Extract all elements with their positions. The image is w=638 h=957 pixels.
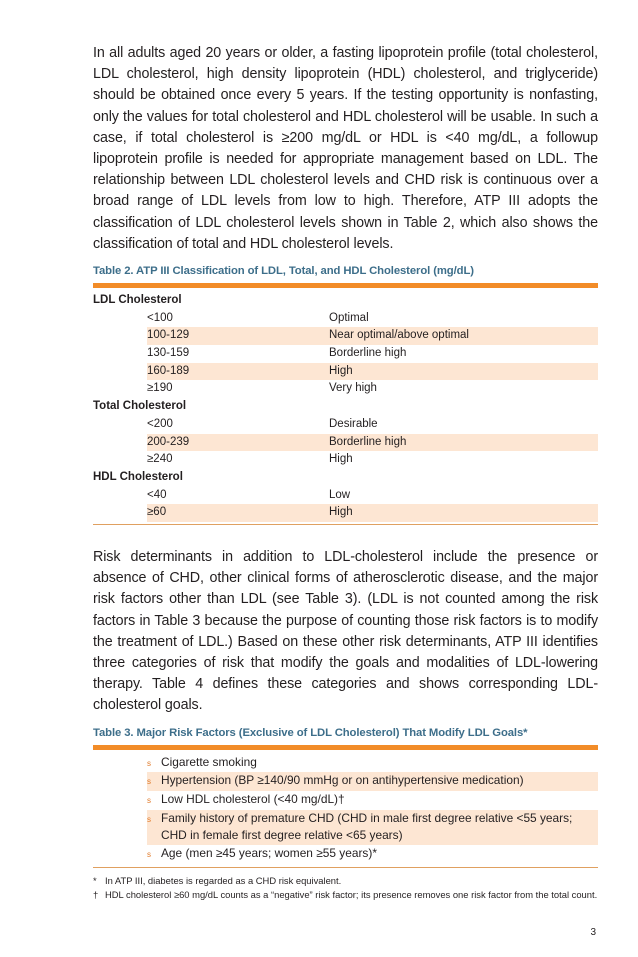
risk-factor-list bbox=[93, 754, 598, 864]
list-item bbox=[147, 845, 598, 864]
range-cell: <200 bbox=[147, 417, 173, 430]
footnote-mark: * bbox=[93, 874, 97, 886]
list-item bbox=[147, 791, 598, 810]
table2-bottom-rule bbox=[93, 524, 598, 525]
class-cell: Near optimal/above optimal bbox=[329, 329, 469, 342]
class-cell: Desirable bbox=[329, 417, 378, 430]
table2-group-heading: LDL Cholesterol bbox=[93, 294, 182, 307]
risk-factor-text: Family history of premature CHD (CHD in male first degree relative <55 years; CHD in female first degree relative <65 years) bbox=[161, 810, 573, 843]
class-cell: Low bbox=[329, 488, 351, 501]
risk-factor-text: Age (men ≥45 years; women ≥55 years)* bbox=[161, 846, 377, 861]
table-row bbox=[93, 380, 598, 398]
bullet-icon: s bbox=[147, 758, 151, 768]
table-row bbox=[147, 504, 598, 522]
table2-top-rule bbox=[93, 283, 598, 288]
risk-factor-text: Cigarette smoking bbox=[161, 754, 257, 769]
class-cell: Optimal bbox=[329, 311, 369, 324]
table-row bbox=[93, 416, 598, 434]
list-item bbox=[147, 810, 598, 845]
risk-factor-text: Low HDL cholesterol (<40 mg/dL)† bbox=[161, 792, 345, 806]
risk-factor-text: Hypertension (BP ≥140/90 mmHg or on antihypertensive medication) bbox=[161, 773, 524, 788]
page-number: 3 bbox=[590, 927, 596, 938]
table-row bbox=[93, 487, 598, 505]
footnotes bbox=[93, 874, 598, 903]
table3-bottom-rule bbox=[93, 867, 598, 868]
table-row bbox=[93, 345, 598, 363]
class-cell: High bbox=[329, 364, 353, 377]
class-cell: Borderline high bbox=[329, 347, 407, 360]
intro-paragraph: In all adults aged 20 years or older, a fasting lipoprotein profile (total cholesterol, LDL cholesterol, high density lipoprotein (HDL) cholesterol, and triglyceride) should be obtained once every 5 years. If the testing opportunity is nonfasting, only the values for total cholesterol and HDL cholesterol will be usable. In such a case, if total cholesterol is ≥200 mg/dL or HDL is <40 mg/dL, a followup lipoprotein profile is needed for appropriate management based on LDL. The relationship between LDL cholesterol levels and CHD risk is continuous over a broad range of LDL levels from low to high. Therefore, ATP III adopts the classification of LDL cholesterol levels shown in Table 2, which also shows the classification of total and HDL cholesterol levels. bbox=[93, 45, 598, 252]
range-cell: 130-159 bbox=[147, 347, 190, 360]
range-cell: ≥240 bbox=[147, 453, 173, 466]
class-cell: Very high bbox=[329, 382, 377, 395]
bullet-icon: s bbox=[147, 814, 151, 824]
table-row bbox=[93, 310, 598, 328]
table2-caption: Table 2. ATP III Classification of LDL, Total, and HDL Cholesterol (mg/dL) bbox=[93, 265, 474, 278]
table3-caption: Table 3. Major Risk Factors (Exclusive of LDL Cholesterol) That Modify LDL Goals* bbox=[93, 726, 528, 739]
class-cell: High bbox=[329, 506, 353, 519]
bullet-icon: s bbox=[147, 777, 151, 787]
table3-top-rule bbox=[93, 745, 598, 750]
class-cell: Borderline high bbox=[329, 435, 407, 448]
range-cell: <100 bbox=[147, 311, 173, 324]
range-cell: <40 bbox=[147, 488, 167, 501]
range-cell: ≥60 bbox=[147, 506, 167, 519]
class-cell: High bbox=[329, 453, 353, 466]
document-page bbox=[93, 43, 598, 903]
table-row bbox=[93, 451, 598, 469]
footnote bbox=[93, 888, 598, 903]
footnote bbox=[93, 874, 598, 889]
range-cell: 100-129 bbox=[147, 329, 190, 342]
table2-group-heading: HDL Cholesterol bbox=[93, 470, 183, 483]
table-row bbox=[147, 363, 598, 381]
list-item bbox=[147, 772, 598, 791]
range-cell: ≥190 bbox=[147, 382, 173, 395]
bullet-icon: s bbox=[147, 850, 151, 860]
table2 bbox=[93, 292, 598, 522]
footnote-mark: † bbox=[93, 889, 99, 901]
bullet-icon: s bbox=[147, 796, 151, 805]
list-item bbox=[147, 754, 598, 773]
footnote-text: HDL cholesterol ≥60 mg/dL counts as a “negative” risk factor; its presence removes one risk factor from the total count. bbox=[105, 889, 598, 901]
table-row bbox=[147, 327, 598, 345]
footnote-text: In ATP III, diabetes is regarded as a CHD risk equivalent. bbox=[105, 874, 342, 886]
range-cell: 200-239 bbox=[147, 435, 190, 448]
risk-paragraph: Risk determinants in addition to LDL-cholesterol include the presence or absence of CHD, other clinical forms of atherosclerotic disease, and the major risk factors other than LDL (see Table 3). (LDL is not counted among the risk factors in Table 3 because the purpose of counting those risk factors is to modify the treatment of LDL.) Based on these other risk determinants, ATP III identifies three categories of risk that modify the goals and modalities of LDL-lowering therapy. Table 4 defines these categories and shows corresponding LDL-cholesterol goals. bbox=[93, 548, 598, 714]
table-row bbox=[147, 434, 598, 452]
table2-group-heading: Total Cholesterol bbox=[93, 400, 187, 413]
range-cell: 160-189 bbox=[147, 364, 190, 377]
